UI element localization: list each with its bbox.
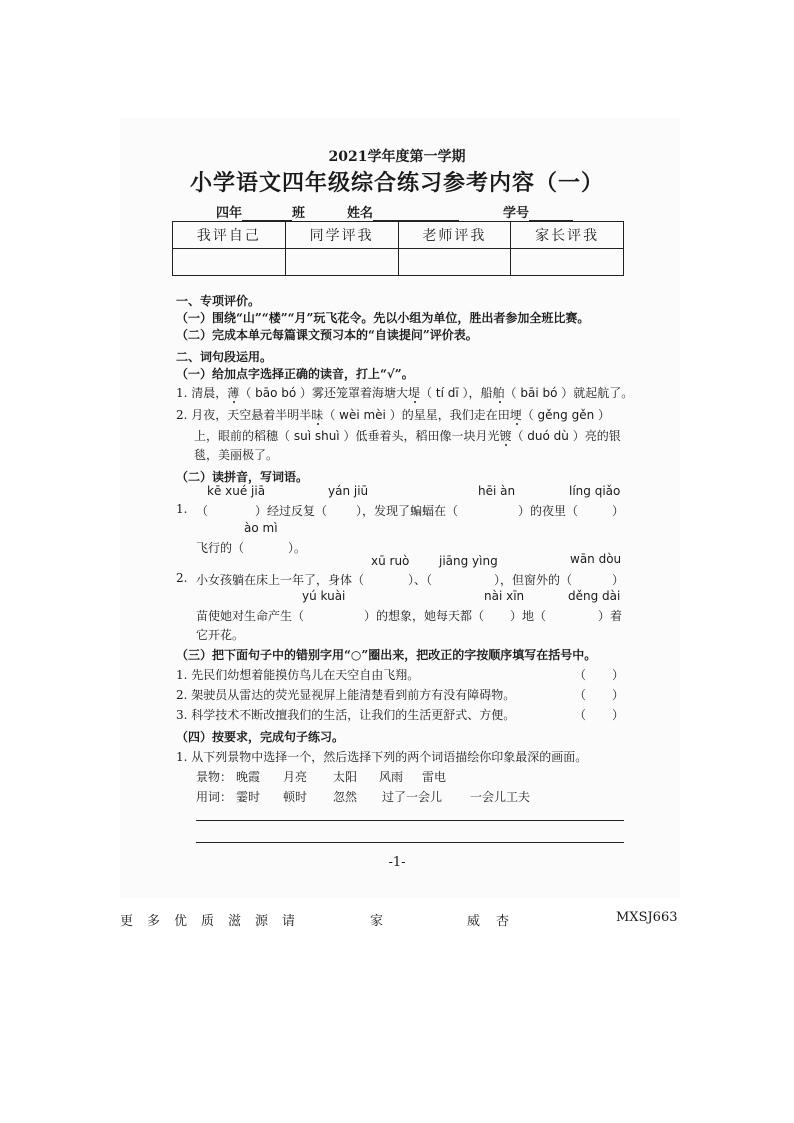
question-number: 1. [176,502,188,516]
scenery-option[interactable]: 晚霞 [236,770,261,784]
eval-parent-header: 家长评我 [511,222,624,249]
question-text: 它开花。 [196,628,245,642]
grade-label: 四年 [216,206,243,221]
answer-blank-text[interactable]: ）的想象，她每天都（ [364,609,485,623]
pinyin-word: líng qiǎo [569,484,621,498]
answer-blank-text[interactable]: ），但窗外的（ [494,573,573,587]
question-number: 2. [176,571,188,585]
pinyin-word: yán jiū [328,484,369,498]
question-text: 先民们幼想着能摸仿鸟儿在天空自由飞翔。 [191,668,420,682]
pinyin-word: jiāng yìng [439,554,498,568]
name-blank[interactable] [373,206,459,221]
evaluation-answer-row [173,249,624,276]
eval-teacher-cell[interactable] [398,249,511,276]
page-number: -1- [388,855,406,870]
scenery-option[interactable]: 月亮 [283,770,308,784]
question-text: 的星星，我们走在田 [401,408,510,422]
scenery-option[interactable]: 风雨 [379,770,404,784]
question-text: 船 [480,386,493,400]
part1-question1 [176,384,633,401]
question-number: 2. [176,408,188,422]
answer-paren-open[interactable]: （ [574,668,587,682]
question-text: 架驶员从雷达的荧光显视屏上能清楚看到前方有没有障碍物。 [191,688,516,702]
scenery-label: 景物： [196,770,233,784]
worksheet-title: 小学语文四年级综合练习参考内容（一） [189,170,604,196]
evaluation-table [172,221,624,276]
section1-item1: （一）围绕“山”“楼”“月”玩飞花令。先以小组为单位，胜出者参加全班比赛。 [176,311,590,325]
footer-char: 多 [147,914,161,929]
part1-question2-line2 [194,427,621,444]
question-text: 就起航了。 [573,386,634,400]
part2-heading: （二）读拼音，写词语。 [176,470,309,484]
section1-heading: 一、专项评价。 [176,294,261,308]
footer-char: 优 [174,914,188,929]
part4-question1: 1. 从下列景物中选择一个，然后选择下列的两个词语描绘你印象最深的画面。 [176,750,588,764]
footer-char: 家 [370,914,384,929]
pinyin-word: wān dòu [570,552,622,566]
answer-paren-close[interactable]: ） [612,504,625,518]
part1-question2-line1 [176,406,610,423]
answer-paren-open[interactable]: （ [196,504,209,518]
question-text: 上，眼前的稻穗 [194,429,279,443]
eval-teacher-header: 老师评我 [398,222,511,249]
word-option[interactable]: 忽然 [333,790,358,804]
name-label: 姓名 [347,206,374,221]
footer-char: 源 [255,914,269,929]
part3-heading: （三）把下面句子中的错别字用“○”圈出来，把改正的字按顺序填写在括号中。 [176,648,597,662]
question-text: 飞行的（ [196,541,245,555]
eval-peer-cell[interactable] [285,249,398,276]
part1-heading: （一）给加点字选择正确的读音，打上“√”。 [176,367,414,381]
answer-blank-text[interactable]: ）地（ [510,609,547,623]
pinyin-word: yú kuài [302,589,346,603]
part3-item1 [176,666,419,683]
evaluation-header-row [173,222,624,249]
section2-heading: 二、词句段运用。 [176,350,273,364]
question-text: 亮的银 [584,429,621,443]
question-number: 1. [176,386,188,400]
question-text: 雾还笼罩着海塘大 [312,386,409,400]
dotted-char: 舶 [492,386,505,400]
answer-paren-close[interactable]: ） [612,708,625,722]
word-option[interactable]: 顿时 [283,790,308,804]
answer-blank-text[interactable]: ）的夜里（ [518,504,579,518]
scenery-option[interactable]: 雷电 [422,770,447,784]
answer-paren-open[interactable]: （ [574,708,587,722]
pinyin-options[interactable]: （ duó dù ） [511,429,585,443]
answer-blank-text[interactable]: ），发现了蝙蝠在（ [356,504,459,518]
question-text: 小女孩躺在床上一年了，身体（ [196,573,365,587]
name-field [347,202,459,221]
part2-question2-line1 [176,571,187,585]
question-text: 月夜，天空悬着半明半 [191,408,312,422]
pinyin-word: nài xīn [484,589,525,603]
dotted-char: 埂 [509,408,522,422]
dotted-char: 堤 [408,386,421,400]
question-number: 2. [176,688,188,702]
dotted-char: 昧 [311,408,324,422]
student-id-field [503,202,573,221]
answer-line[interactable] [196,820,624,821]
section1-item2: （二）完成本单元每篇课文预习本的“自读提问”评价表。 [176,328,478,342]
part2-question1-line2 [196,539,306,556]
pinyin-word: xū ruò [371,554,410,568]
id-blank[interactable] [529,206,573,221]
footer-char: 滋 [228,914,242,929]
part1-question2-line3: 毯，美丽极了。 [194,448,279,462]
question-text: 低垂着头，稻田像一块月光 [355,429,500,443]
dotted-char: 薄 [227,386,240,400]
footer-char: 请 [282,914,296,929]
id-label: 学号 [503,206,530,221]
part2-question1-line1 [176,502,187,516]
footer-char: 杏 [496,914,510,929]
pinyin-word: hēi àn [478,484,516,498]
question-text: ）。 [288,541,307,555]
part3-item2 [176,686,515,703]
pinyin-options[interactable]: （ wèi mèi ） [323,408,402,422]
worksheet-subtitle: 2021学年度第一学期 [328,149,466,165]
grade-blank[interactable] [242,206,292,221]
footer-char: 更 [120,914,134,929]
pinyin-word: děng dài [568,589,621,603]
eval-self-cell[interactable] [173,249,286,276]
pinyin-word: kē xué jiā [207,484,266,498]
answer-blank-text[interactable]: ）着 [598,609,623,623]
footer-char: 威 [467,914,481,929]
question-number: 3. [176,708,188,722]
answer-paren-close[interactable]: ） [612,668,625,682]
eval-self-header: 我评自己 [173,222,286,249]
words-label: 用词： [196,790,233,804]
word-option[interactable]: 霎时 [236,790,261,804]
question-text: 科学技术不断改擅我们的生活，让我们的生活更舒式、方便。 [191,708,516,722]
question-text: 清晨， [191,386,228,400]
part4-heading: （四）按要求，完成句子练习。 [176,730,345,744]
eval-peer-header: 同学评我 [285,222,398,249]
word-option[interactable]: 过了一会儿 [382,790,443,804]
part3-item3 [176,706,515,723]
footer-code: MXSJ663 [616,910,678,925]
eval-parent-cell[interactable] [511,249,624,276]
scenery-option[interactable]: 太阳 [333,770,358,784]
pinyin-options[interactable]: （ gěng gěn ） [521,408,611,422]
answer-blank-text[interactable]: ）经过反复（ [255,504,328,518]
pinyin-options[interactable]: （ bāo bó ） [239,386,313,400]
pinyin-options[interactable]: （ bāi bó ） [504,386,574,400]
pinyin-options[interactable]: （ tí dī ）， [420,386,481,400]
pinyin-word: ào mì [244,521,278,535]
question-text: 苗使她对生命产生（ [196,609,305,623]
answer-paren-close[interactable]: ） [612,573,625,587]
footer-char: 质 [201,914,215,929]
answer-line[interactable] [196,842,624,843]
answer-paren-close[interactable]: ） [612,688,625,702]
student-info-line [216,202,305,221]
word-option[interactable]: 一会儿工夫 [470,790,531,804]
pinyin-options[interactable]: （ suì shuì ） [278,429,356,443]
answer-blank-text[interactable]: ）、（ [408,573,433,587]
answer-paren-open[interactable]: （ [574,688,587,702]
dotted-char: 镀 [499,429,512,443]
class-label: 班 [292,206,306,221]
question-number: 1. [176,668,188,682]
